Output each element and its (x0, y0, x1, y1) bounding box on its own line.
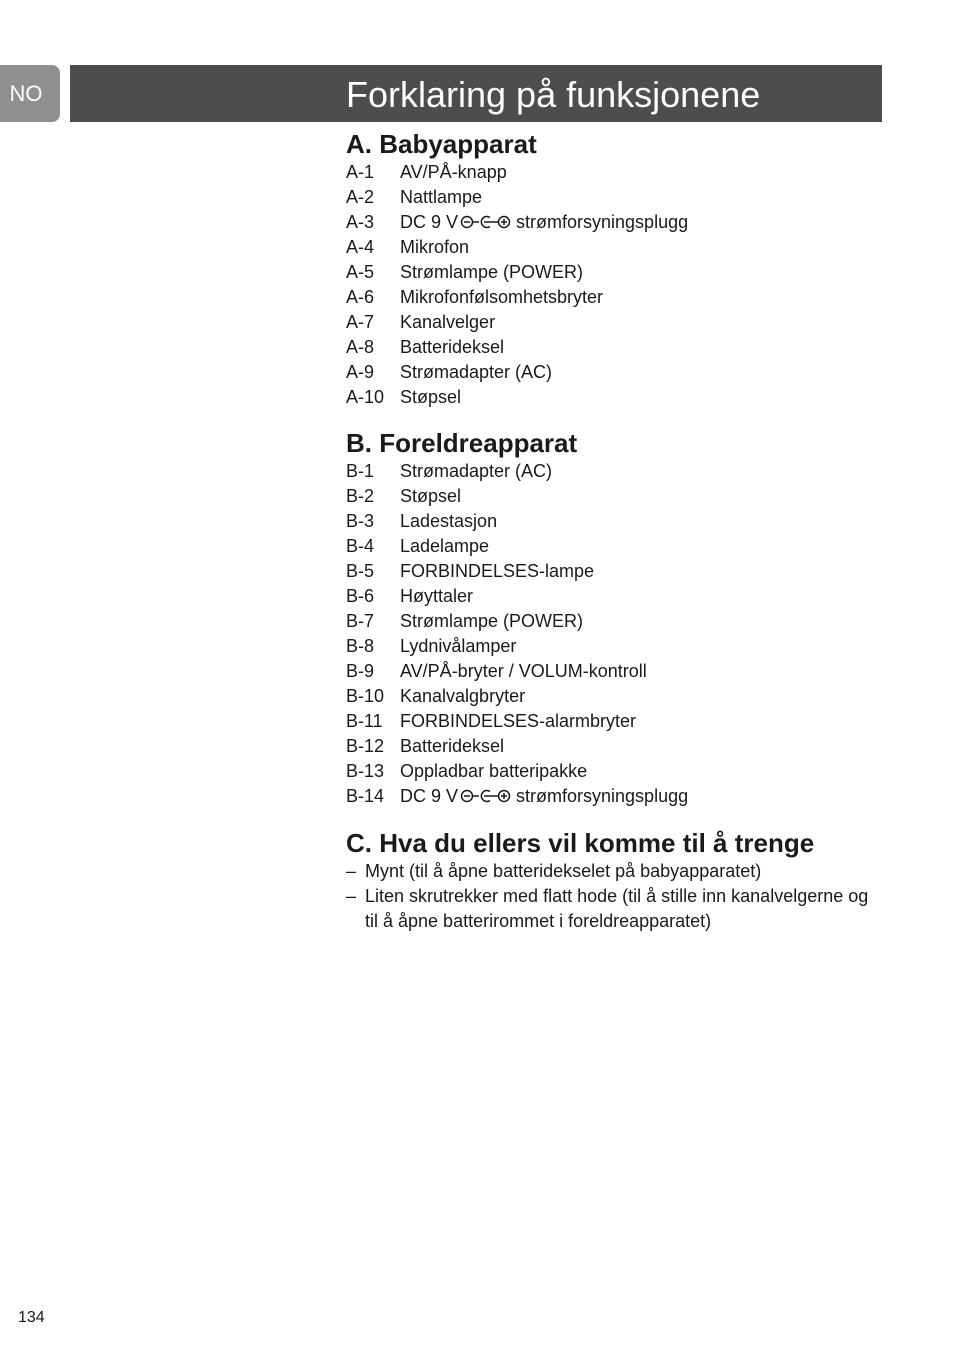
dash-bullet: – (346, 861, 357, 881)
item-label: AV/PÅ-bryter / VOLUM-kontroll (400, 661, 647, 681)
list-item (346, 260, 886, 285)
item-label: Strømlampe (POWER) (400, 611, 584, 631)
polarity-plug-icon (460, 788, 512, 804)
item-label: Strømlampe (POWER) (400, 262, 584, 282)
dash-bullet: – (346, 886, 357, 906)
item-label: FORBINDELSES-lampe (400, 561, 595, 581)
item-label-suffix: strømforsyningsplugg (516, 786, 689, 806)
list-item (346, 385, 886, 410)
item-label: Ladestasjon (400, 511, 498, 531)
list-item (346, 235, 886, 260)
list-item (346, 684, 886, 709)
list-item (346, 709, 886, 734)
list-item (346, 484, 886, 509)
item-code: A-7 (346, 312, 375, 332)
item-label: Batterideksel (400, 736, 505, 756)
list-item (346, 459, 886, 484)
item-label: Nattlampe (400, 187, 483, 207)
item-code: A-6 (346, 287, 375, 307)
list-item (346, 534, 886, 559)
list-item (346, 285, 886, 310)
item-code: A-3 (346, 212, 375, 232)
list-item (346, 634, 886, 659)
item-code: B-9 (346, 661, 375, 681)
language-tab: NO (0, 65, 60, 122)
item-code: B-6 (346, 586, 375, 606)
item-label: Høyttaler (400, 586, 474, 606)
item-label: Kanalvelger (400, 312, 496, 332)
item-label: AV/PÅ-knapp (400, 162, 507, 182)
list-item (346, 884, 886, 934)
item-code: B-10 (346, 686, 385, 706)
item-label (400, 784, 688, 809)
item-label: Ladelampe (400, 536, 490, 556)
section-b-heading: B. Foreldreapparat (346, 428, 578, 458)
title-bar (70, 65, 882, 122)
list-item (346, 160, 886, 185)
list-item (346, 759, 886, 784)
item-label: Oppladbar batteripakke (400, 761, 588, 781)
item-label: FORBINDELSES-alarmbryter (400, 711, 637, 731)
list-item (346, 609, 886, 634)
item-code: A-1 (346, 162, 375, 182)
item-label-prefix: DC 9 V (400, 786, 459, 806)
item-label-prefix: DC 9 V (400, 212, 459, 232)
item-label: Støpsel (400, 387, 462, 407)
content (346, 128, 886, 934)
item-code: B-14 (346, 786, 385, 806)
page-title: Forklaring på funksjonene (346, 74, 761, 115)
item-code: A-4 (346, 237, 375, 257)
item-text: Mynt (til å åpne batteridekselet på babyapparatet) (365, 861, 762, 881)
polarity-plug-icon (460, 214, 512, 230)
item-code: A-2 (346, 187, 375, 207)
page-number: 134 (18, 1309, 45, 1326)
list-item (346, 559, 886, 584)
item-label: Batterideksel (400, 337, 505, 357)
item-text: Liten skrutrekker med flatt hode (til å stille inn kanalvelgerne og til å åpne batterirommet i foreldreapparatet) (365, 886, 869, 931)
list-item (346, 659, 886, 684)
item-label: Strømadapter (AC) (400, 461, 553, 481)
item-code: A-8 (346, 337, 375, 357)
list-item (346, 784, 886, 809)
item-code: A-9 (346, 362, 375, 382)
item-label: Mikrofon (400, 237, 470, 257)
item-label-suffix: strømforsyningsplugg (516, 212, 689, 232)
list-item (346, 859, 886, 884)
section-b-list (346, 459, 886, 809)
section-c-list (346, 859, 886, 934)
item-label: Kanalvalgbryter (400, 686, 526, 706)
list-item (346, 310, 886, 335)
item-code: B-5 (346, 561, 375, 581)
item-code: B-3 (346, 511, 375, 531)
list-item (346, 360, 886, 385)
list-item (346, 335, 886, 360)
section-a-list (346, 160, 886, 410)
item-code: A-10 (346, 387, 385, 407)
item-label: Lydnivålamper (400, 636, 517, 656)
item-code: B-8 (346, 636, 375, 656)
list-item (346, 584, 886, 609)
item-code: B-4 (346, 536, 375, 556)
item-label (400, 210, 688, 235)
list-item (346, 185, 886, 210)
section-a-heading: A. Babyapparat (346, 129, 537, 159)
item-label: Strømadapter (AC) (400, 362, 553, 382)
item-label: Støpsel (400, 486, 462, 506)
item-code: B-1 (346, 461, 375, 481)
item-code: B-7 (346, 611, 375, 631)
item-label: Mikrofonfølsomhetsbryter (400, 287, 604, 307)
item-code: B-11 (346, 711, 383, 731)
list-item (346, 210, 886, 235)
list-item (346, 734, 886, 759)
item-code: B-13 (346, 761, 385, 781)
item-code: B-2 (346, 486, 375, 506)
list-item (346, 509, 886, 534)
item-code: B-12 (346, 736, 385, 756)
section-c-heading: C. Hva du ellers vil komme til å trenge (346, 828, 815, 858)
item-code: A-5 (346, 262, 375, 282)
